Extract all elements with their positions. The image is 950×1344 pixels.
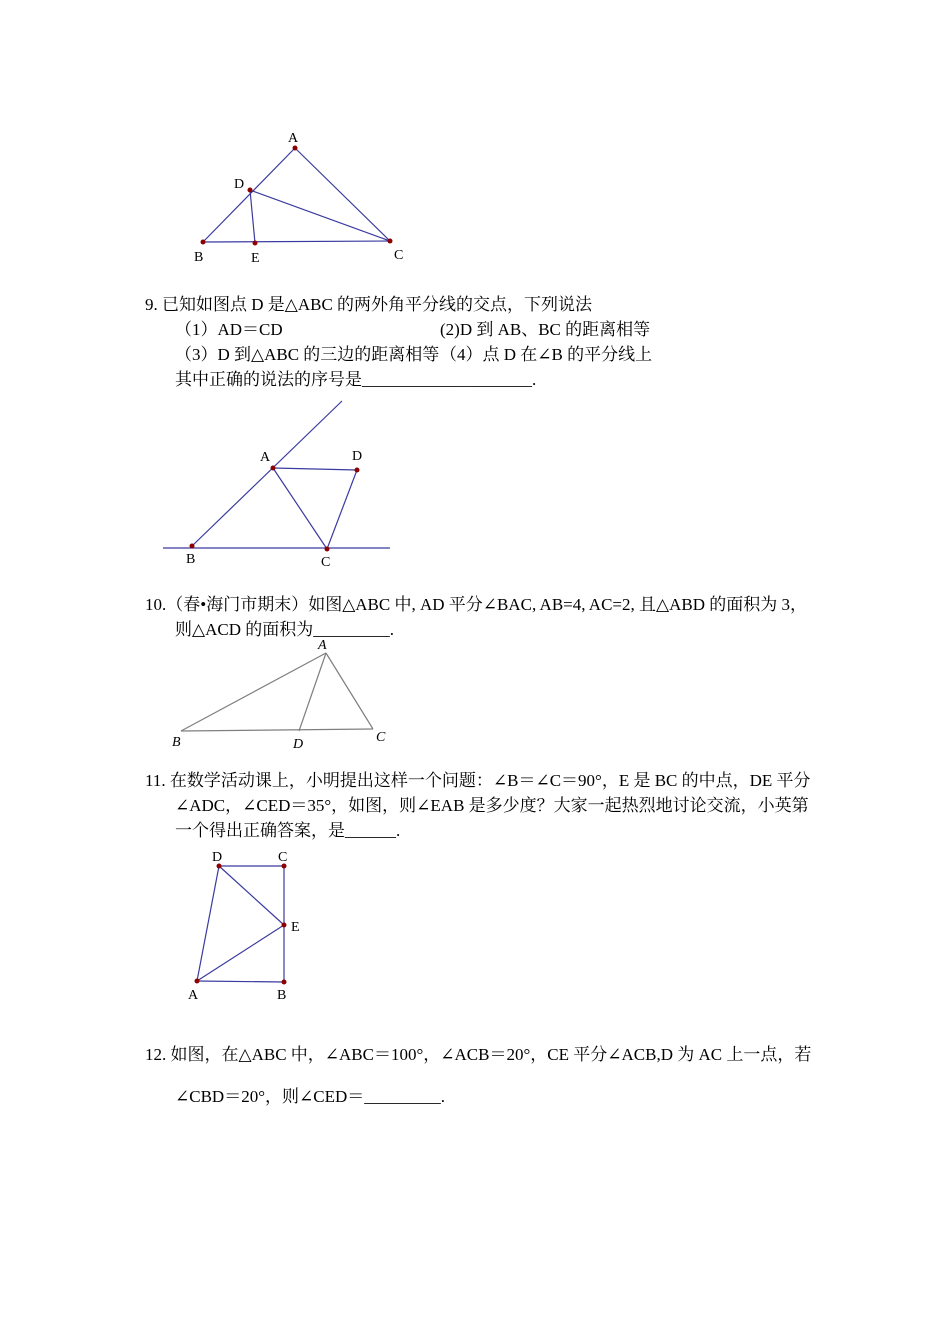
question-12-answer-blank: ∠CBD＝20°，则∠CED＝_________.: [175, 1087, 445, 1106]
vertex-label-A: A: [288, 131, 299, 146]
figure-line: [250, 190, 390, 241]
vertex-label-C: C: [394, 248, 404, 263]
vertex-label-B: B: [186, 552, 196, 567]
vertex-label-C: C: [321, 555, 331, 570]
vertex-point-B: [201, 240, 206, 245]
figure-line: [219, 866, 284, 925]
vertex-point-A: [293, 146, 298, 151]
vertex-point-C: [388, 239, 393, 244]
vertex-point-D: [248, 188, 253, 193]
question-9-option-2: (2)D 到 AB、BC 的距离相等: [440, 320, 651, 339]
vertex-label-B: B: [172, 735, 181, 750]
figure-line: [326, 653, 373, 729]
vertex-point-B: [282, 980, 287, 985]
figure-line: [197, 981, 284, 982]
vertex-label-E: E: [291, 920, 300, 935]
vertex-label-A: A: [260, 450, 271, 465]
question-11: [145, 768, 865, 843]
question-11-stem-line1: 11. 在数学活动课上，小明提出这样一个问题：∠B＝∠C＝90°，E 是 BC 的中点，DE 平分: [145, 771, 811, 790]
vertex-label-D: D: [212, 850, 223, 865]
figure-line: [327, 470, 357, 549]
figure-line: [273, 468, 327, 549]
vertex-point-E: [282, 923, 287, 928]
question-11-stem-line2: ∠ADC，∠CED＝35°，如图，则∠EAB 是多少度？大家一起热烈地讨论交流，小英第: [175, 796, 809, 815]
question-12-stem: 12. 如图，在△ABC 中，∠ABC＝100°，∠ACB＝20°，CE 平分∠ACB,D 为 AC 上一点，若: [145, 1045, 812, 1064]
figure-line: [192, 401, 342, 546]
figure-line: [197, 866, 219, 981]
figure-line: [197, 925, 284, 981]
vertex-label-C: C: [278, 850, 288, 865]
question-12: [145, 1042, 865, 1109]
question-9-options-row1: [145, 317, 845, 342]
vertex-point-A: [195, 979, 200, 984]
figure-line: [181, 729, 373, 731]
vertex-point-E: [253, 241, 258, 246]
question-9-option-1: （1）AD＝CD: [175, 320, 283, 339]
question-10-answer-blank: 则△ACD 的面积为_________.: [175, 620, 394, 639]
vertex-label-A: A: [188, 988, 199, 1003]
vertex-label-C: C: [376, 730, 386, 745]
figure-triangle-with-bisector-ad: [150, 635, 420, 750]
vertex-label-B: B: [194, 250, 204, 265]
vertex-label-D: D: [293, 737, 304, 750]
question-9-answer-blank: 其中正确的说法的序号是____________________.: [175, 370, 537, 389]
figure-line: [203, 241, 390, 242]
question-9: [145, 292, 845, 392]
vertex-point-C: [325, 547, 330, 552]
vertex-point-A: [271, 466, 276, 471]
vertex-label-B: B: [277, 988, 287, 1003]
vertex-label-A: A: [318, 638, 327, 653]
figure-line: [250, 190, 255, 243]
question-9-option-4: （4）点 D 在∠B 的平分线上: [440, 345, 653, 364]
vertex-label-D: D: [234, 177, 245, 192]
figure-line: [181, 653, 326, 731]
figure-exterior-angle-bisectors: [150, 395, 410, 575]
figure-line: [203, 148, 295, 242]
vertex-label-E: E: [251, 251, 260, 266]
question-10-stem: 10.（春•海门市期末）如图△ABC 中, AD 平分∠BAC, AB=4, AC=2, 且△ABD 的面积为 3，: [145, 595, 807, 614]
question-9-option-3: （3）D 到△ABC 的三边的距离相等: [175, 345, 440, 364]
figure-quadrilateral-with-midpoint-e: [170, 845, 320, 1010]
figure-line: [273, 468, 357, 470]
question-9-stem: 9. 已知如图点 D 是△ABC 的两外角平分线的交点，下列说法: [145, 295, 593, 314]
figure-line: [295, 148, 390, 241]
vertex-label-D: D: [352, 449, 363, 464]
question-9-options-row2: [145, 342, 845, 367]
vertex-point-D: [355, 468, 360, 473]
figure-triangle-abc-with-cevians: [158, 122, 448, 272]
question-11-answer-blank: 一个得出正确答案，是______.: [175, 821, 401, 840]
vertex-point-B: [190, 544, 195, 549]
